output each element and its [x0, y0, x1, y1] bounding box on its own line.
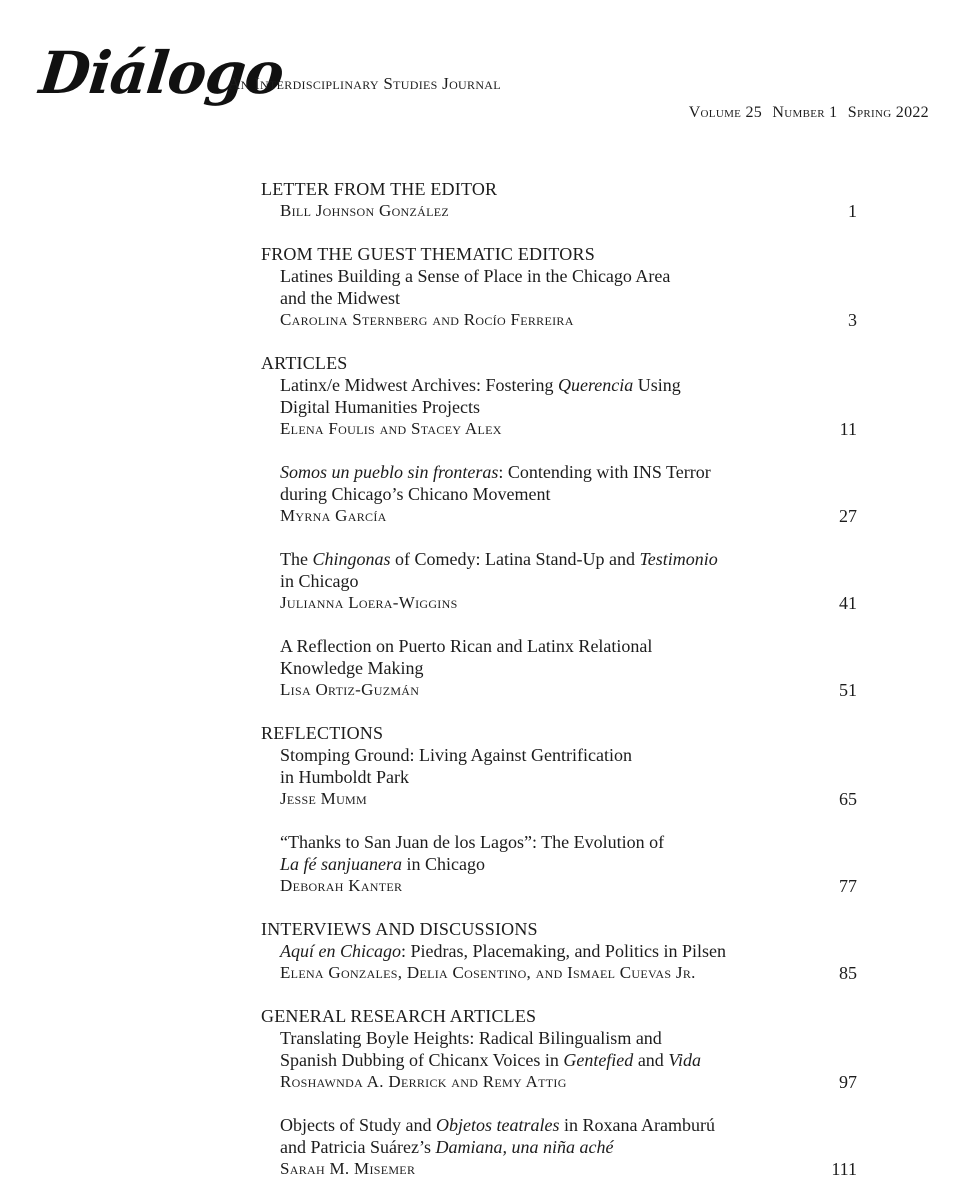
toc-section-articles — [261, 352, 857, 701]
entry-title: Latines Building a Sense of Place in the Chicago Area — [280, 266, 671, 286]
toc-entry[interactable] — [261, 200, 857, 222]
entry-author: Roshawnda A. Derrick and Remy Attig — [280, 1072, 567, 1091]
section-heading: GENERAL RESEARCH ARTICLES — [261, 1006, 537, 1026]
entry-title: “Thanks to San Juan de los Lagos”: The Evolution of — [280, 832, 665, 852]
entry-author: Elena Foulis and Stacey Alex — [280, 419, 502, 438]
entry-page: 41 — [839, 593, 857, 613]
entry-author: Bill Johnson González — [280, 201, 450, 220]
entry-title: in Humboldt Park — [280, 767, 409, 787]
toc-section-general-research — [261, 1005, 857, 1180]
entry-page: 3 — [848, 310, 857, 330]
toc-entry[interactable] — [261, 744, 857, 810]
issue-volume: Volume 25 — [688, 104, 763, 121]
entry-author: Elena Gonzales, Delia Cosentino, and Ismael Cuevas Jr. — [280, 963, 696, 982]
toc-entry[interactable] — [261, 374, 857, 440]
entry-title: A Reflection on Puerto Rican and Latinx Relational — [280, 636, 653, 656]
toc-entry[interactable] — [261, 461, 857, 527]
section-heading: INTERVIEWS AND DISCUSSIONS — [261, 919, 538, 939]
entry-title: and the Midwest — [280, 288, 400, 308]
entry-title: Spanish Dubbing of Chicanx Voices in Gentefied and Vida — [280, 1050, 701, 1070]
entry-title: during Chicago’s Chicano Movement — [280, 484, 551, 504]
entry-page: 111 — [831, 1159, 857, 1179]
toc-entry[interactable] — [261, 265, 857, 331]
entry-title: Objects of Study and Objetos teatrales in Roxana Aramburú — [280, 1115, 715, 1135]
section-heading: ARTICLES — [261, 353, 348, 373]
journal-logo: Diálogo — [36, 39, 287, 107]
toc-entry[interactable] — [261, 940, 857, 984]
toc-section-interviews — [261, 918, 857, 984]
section-heading: REFLECTIONS — [261, 723, 384, 743]
entry-title: Stomping Ground: Living Against Gentrification — [280, 745, 632, 765]
entry-author: Carolina Sternberg and Rocío Ferreira — [280, 310, 574, 329]
entry-title: Somos un pueblo sin fronteras: Contending with INS Terror — [280, 462, 711, 482]
entry-page: 11 — [839, 419, 857, 439]
entry-author: Deborah Kanter — [280, 876, 403, 895]
toc-section-letter — [261, 178, 857, 222]
entry-page: 51 — [839, 680, 857, 700]
issue-number: Number 1 — [772, 104, 838, 121]
toc-section-guest-editors — [261, 243, 857, 331]
entry-page: 27 — [839, 506, 857, 526]
section-heading: FROM THE GUEST THEMATIC EDITORS — [261, 244, 595, 264]
entry-title: in Chicago — [280, 571, 359, 591]
entry-title: Translating Boyle Heights: Radical Bilingualism and — [280, 1028, 662, 1048]
entry-author: Julianna Loera-Wiggins — [280, 593, 458, 612]
entry-title: Aquí en Chicago: Piedras, Placemaking, and Politics in Pilsen — [280, 941, 726, 961]
toc-entry[interactable] — [261, 1114, 857, 1180]
toc-entry[interactable] — [261, 635, 857, 701]
toc-entry[interactable] — [261, 548, 857, 614]
entry-title: Knowledge Making — [280, 658, 424, 678]
issue-info — [683, 104, 929, 122]
toc-entry[interactable] — [261, 1027, 857, 1093]
entry-title: and Patricia Suárez’s Damiana, una niña aché — [280, 1137, 614, 1157]
entry-page: 77 — [839, 876, 857, 896]
entry-title: Latinx/e Midwest Archives: Fostering Querencia Using — [280, 375, 681, 395]
entry-author: Sarah M. Misemer — [280, 1159, 416, 1178]
entry-title: La fé sanjuanera in Chicago — [280, 854, 486, 874]
entry-title: The Chingonas of Comedy: Latina Stand-Up and Testimonio — [280, 549, 718, 569]
entry-page: 1 — [848, 201, 857, 221]
entry-page: 85 — [839, 963, 857, 983]
toc-entry[interactable] — [261, 831, 857, 897]
entry-author: Jesse Mumm — [280, 789, 367, 808]
entry-page: 97 — [839, 1072, 857, 1092]
entry-title: Digital Humanities Projects — [280, 397, 480, 417]
section-heading: LETTER FROM THE EDITOR — [261, 179, 498, 199]
toc-section-reflections — [261, 722, 857, 897]
entry-author: Myrna García — [280, 506, 387, 525]
table-of-contents — [261, 178, 857, 1201]
journal-subtitle: An Interdisciplinary Studies Journal — [228, 74, 501, 93]
entry-author: Lisa Ortiz-Guzmán — [280, 680, 420, 699]
issue-season: Spring 2022 — [847, 104, 929, 121]
entry-page: 65 — [839, 789, 857, 809]
